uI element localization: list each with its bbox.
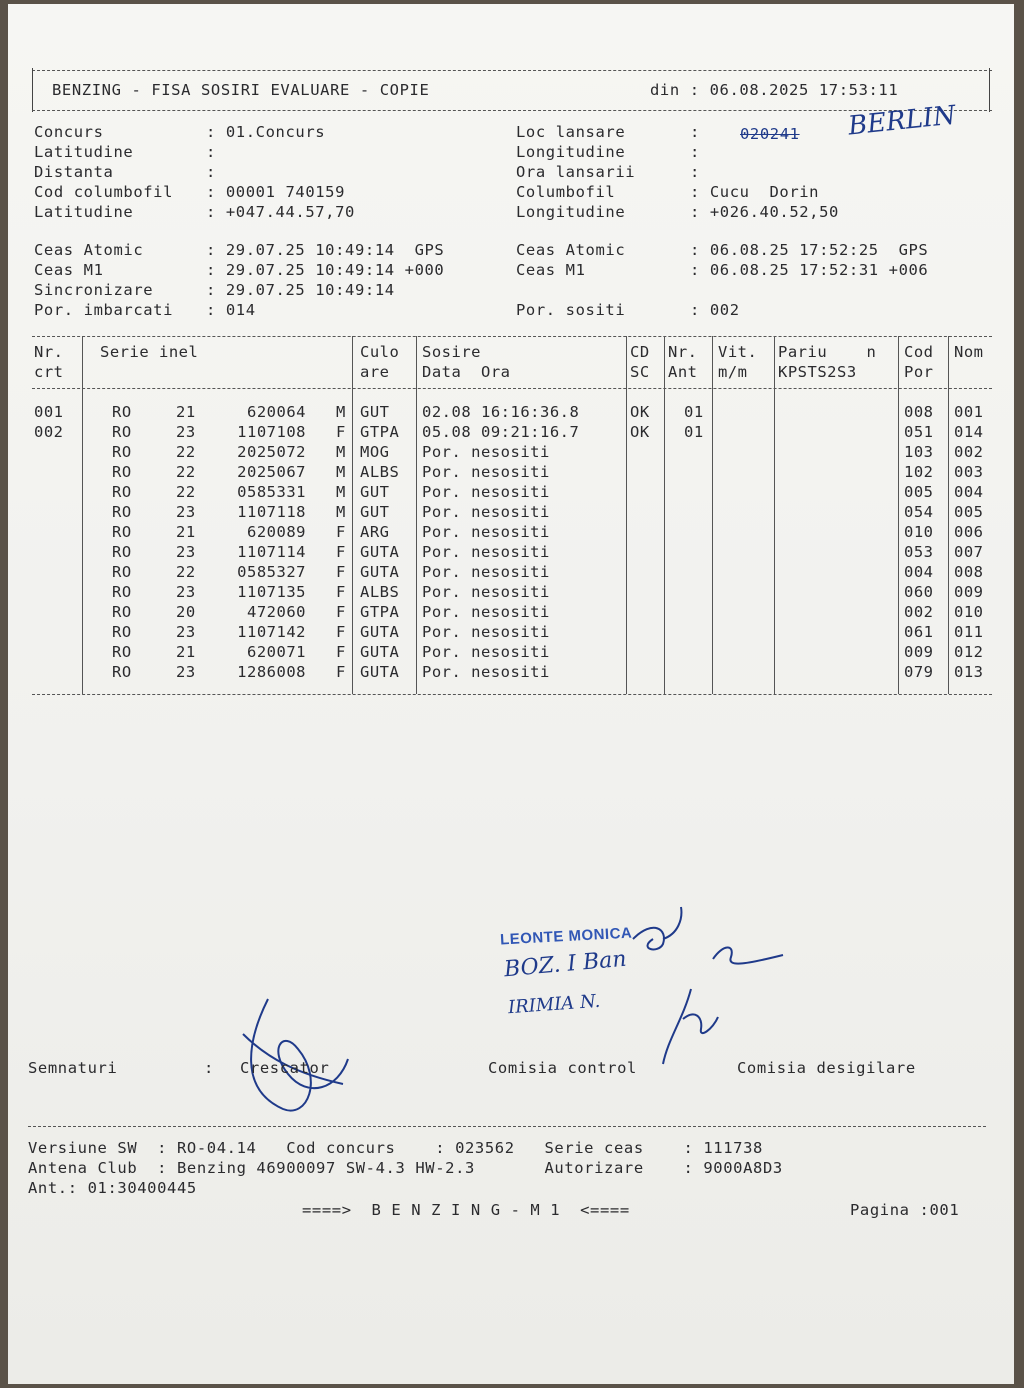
table-cell-culoare: GUTA [360,623,400,641]
table-cell-tara: RO [112,583,132,601]
table-cell-tara: RO [112,523,132,541]
table-row [32,402,992,422]
table-row [32,502,992,522]
table-cell-inel: 0585331 [237,483,306,501]
table-cell-cod: 002 [904,603,934,621]
table-cell-cod: 060 [904,583,934,601]
table-cell-culoare: GUTA [360,643,400,661]
table-row [32,442,992,462]
table-cell-culoare: GTPA [360,603,400,621]
table-cell-tara: RO [112,463,132,481]
table-cell-tara: RO [112,503,132,521]
signatures-colon: : [204,1059,214,1077]
loc-lansare-struck: 020241 [740,125,800,143]
table-row [32,622,992,642]
table-cell-cod: 005 [904,483,934,501]
table-cell-sosire: Por. nesositi [422,523,550,541]
table-cell-nom: 007 [954,543,984,561]
table-cell-an: 23 [176,543,196,561]
table-cell-culoare: MOG [360,443,390,461]
table-header-cell: crt [34,363,64,381]
table-row [32,642,992,662]
info-label: Distanta [34,163,114,181]
table-cell-sosire: 02.08 16:16:36.8 [422,403,580,421]
info-label: Latitudine [34,203,134,221]
info-label: Ceas Atomic [34,241,144,259]
info-value: : +047.44.57,70 [206,203,355,221]
table-cell-tara: RO [112,663,132,681]
table-cell-cd: OK [630,403,650,421]
table-header-cell: KPSTS2S3 [778,363,857,381]
table-cell-nom: 012 [954,643,984,661]
info-label: Longitudine [516,143,626,161]
signatures-label: Semnaturi [28,1059,118,1077]
table-cell-inel: 1107135 [237,583,306,601]
table-cell-nom: 003 [954,463,984,481]
info-value: : [690,123,700,141]
table-cell-inel: 1107118 [237,503,306,521]
table-header-cell: Serie inel [100,343,199,361]
table-cell-sosire: Por. nesositi [422,543,550,561]
table-cell-nom: 008 [954,563,984,581]
table-cell-nom: 002 [954,443,984,461]
table-cell-sosire: Por. nesositi [422,623,550,641]
table-cell-inel: 620089 [247,523,306,541]
table-cell-sosire: Por. nesositi [422,563,550,581]
table-cell-inel: 2025067 [237,463,306,481]
crescator-signature [228,979,368,1119]
table-cell-sosire: Por. nesositi [422,583,550,601]
table-cell-tara: RO [112,623,132,641]
table-cell-cod: 054 [904,503,934,521]
table-header-cell: Sosire [422,343,481,361]
table-cell-sex: F [336,543,346,561]
table-cell-tara: RO [112,543,132,561]
info-label: Ora lansarii [516,163,636,181]
info-value: : 29.07.25 10:49:14 GPS [206,241,445,259]
table-cell-ant: 01 [684,423,704,441]
info-value: : 01.Concurs [206,123,326,141]
info-value: : 29.07.25 10:49:14 +000 [206,261,445,279]
table-cell-an: 21 [176,523,196,541]
info-label: Longitudine [516,203,626,221]
footer-antena: Antena Club : Benzing 46900097 SW-4.3 HW-2.3 Autorizare : 9000A8D3 [28,1159,783,1177]
table-cell-sex: F [336,563,346,581]
table-row [32,562,992,582]
table-header-cell: CD [630,343,650,361]
table-header-rule [32,388,992,389]
table-header-cell: Nr. [668,343,698,361]
table-row [32,462,992,482]
table-header-cell: m/m [718,363,748,381]
info-label: Cod columbofil [34,183,174,201]
footer-pagina: Pagina :001 [850,1201,960,1219]
info-label: Latitudine [34,143,134,161]
table-cell-inel: 1107108 [237,423,306,441]
info-value: : Cucu Dorin [690,183,820,201]
table-row [32,422,992,442]
table-cell-inel: 1107142 [237,623,306,641]
table-cell-sosire: Por. nesositi [422,663,550,681]
info-value: : 002 [690,301,740,319]
table-cell-sex: F [336,603,346,621]
table-cell-an: 22 [176,563,196,581]
table-cell-sosire: 05.08 09:21:16.7 [422,423,580,441]
table-cell-sex: F [336,583,346,601]
footer-rule [28,1126,986,1127]
signature-crescator: Crescator [240,1059,330,1077]
form-title: BENZING - FISA SOSIRI EVALUARE - COPIE [52,81,430,99]
table-cell-nr: 001 [34,403,64,421]
table-cell-cod: 053 [904,543,934,561]
info-value: : 06.08.25 17:52:25 GPS [690,241,929,259]
table-cell-sosire: Por. nesositi [422,463,550,481]
info-value: : [690,143,700,161]
info-value: : 06.08.25 17:52:31 +006 [690,261,929,279]
table-cell-cod: 004 [904,563,934,581]
table-cell-sex: F [336,663,346,681]
info-label: Ceas Atomic [516,241,626,259]
table-cell-cd: OK [630,423,650,441]
info-label: Sincronizare [34,281,154,299]
table-cell-nom: 001 [954,403,984,421]
table-cell-sex: M [336,483,346,501]
table-cell-an: 22 [176,483,196,501]
table-cell-culoare: GUT [360,483,390,501]
table-header-cell: Por [904,363,934,381]
info-label: Ceas M1 [516,261,586,279]
info-value: : 29.07.25 10:49:14 [206,281,395,299]
table-bottom-rule [32,694,992,695]
footer-brand: ====> B E N Z I N G - M 1 <==== [302,1201,630,1219]
table-header-cell: Culo [360,343,400,361]
table-top-rule [32,336,992,337]
table-cell-inel: 0585327 [237,563,306,581]
table-header-cell: Cod [904,343,934,361]
table-cell-culoare: GUT [360,503,390,521]
table-cell-sex: M [336,463,346,481]
table-cell-cod: 103 [904,443,934,461]
table-cell-sosire: Por. nesositi [422,603,550,621]
table-row [32,522,992,542]
table-cell-culoare: GUTA [360,563,400,581]
handwritten-name-2: IRIMIA N. [507,990,601,1019]
table-cell-culoare: ARG [360,523,390,541]
table-cell-inel: 1107114 [237,543,306,561]
print-date: din : 06.08.2025 17:53:11 [650,81,899,99]
table-cell-nr: 002 [34,423,64,441]
table-cell-an: 23 [176,663,196,681]
table-cell-cod: 102 [904,463,934,481]
table-cell-nom: 013 [954,663,984,681]
table-row [32,662,992,682]
table-cell-culoare: GUTA [360,543,400,561]
table-cell-an: 21 [176,403,196,421]
table-cell-sex: M [336,503,346,521]
signature-comisia-desigilare: Comisia desigilare [737,1059,916,1077]
info-label: Concurs [34,123,104,141]
table-cell-tara: RO [112,483,132,501]
table-cell-cod: 061 [904,623,934,641]
table-row [32,482,992,502]
table-cell-nom: 011 [954,623,984,641]
table-cell-inel: 620064 [247,403,306,421]
printed-form [8,4,1014,1384]
table-cell-tara: RO [112,443,132,461]
table-cell-ant: 01 [684,403,704,421]
table-cell-inel: 620071 [247,643,306,661]
table-cell-cod: 009 [904,643,934,661]
table-cell-sex: M [336,403,346,421]
table-header-cell: Ant [668,363,698,381]
table-cell-tara: RO [112,603,132,621]
table-cell-an: 23 [176,423,196,441]
table-row [32,602,992,622]
signature-comisia-control: Comisia control [488,1059,637,1077]
table-cell-cod: 010 [904,523,934,541]
table-cell-culoare: ALBS [360,583,400,601]
table-row [32,582,992,602]
table-cell-an: 20 [176,603,196,621]
info-label: Por. sositi [516,301,626,319]
footer-versiune: Versiune SW : RO-04.14 Cod concurs : 023562 Serie ceas : 111738 [28,1139,763,1157]
table-cell-an: 23 [176,503,196,521]
table-cell-nom: 009 [954,583,984,601]
table-cell-cod: 051 [904,423,934,441]
footer-ant: Ant.: 01:30400445 [28,1179,197,1197]
info-value: : 014 [206,301,256,319]
table-cell-culoare: GTPA [360,423,400,441]
table-cell-an: 21 [176,643,196,661]
info-label: Loc lansare [516,123,626,141]
table-cell-sosire: Por. nesositi [422,443,550,461]
table-cell-culoare: GUT [360,403,390,421]
table-header-cell: Nom [954,343,984,361]
table-cell-an: 22 [176,443,196,461]
table-cell-nom: 005 [954,503,984,521]
info-value: : [206,143,216,161]
table-cell-inel: 1286008 [237,663,306,681]
table-cell-culoare: ALBS [360,463,400,481]
table-cell-sosire: Por. nesositi [422,643,550,661]
info-label: Ceas M1 [34,261,104,279]
table-cell-an: 22 [176,463,196,481]
table-cell-nom: 010 [954,603,984,621]
table-cell-inel: 2025072 [237,443,306,461]
table-header-cell: Vit. [718,343,758,361]
table-cell-tara: RO [112,563,132,581]
info-value: : +026.40.52,50 [690,203,839,221]
handwritten-name-1: BOZ. I Ban [503,946,628,983]
table-cell-an: 23 [176,583,196,601]
table-cell-cod: 079 [904,663,934,681]
table-cell-sosire: Por. nesositi [422,503,550,521]
loc-lansare-handwritten: BERLIN [846,100,958,142]
control-signatures [623,899,803,1069]
table-cell-an: 23 [176,623,196,641]
info-value: : [690,163,700,181]
info-label: Columbofil [516,183,616,201]
table-cell-tara: RO [112,403,132,421]
table-cell-tara: RO [112,423,132,441]
table-cell-sex: F [336,523,346,541]
table-cell-sex: F [336,643,346,661]
table-cell-sosire: Por. nesositi [422,483,550,501]
stamp-name: LEONTE MONICA [499,924,633,949]
table-cell-sex: F [336,623,346,641]
table-header-cell: Data Ora [422,363,511,381]
table-cell-inel: 472060 [247,603,306,621]
info-label: Por. imbarcati [34,301,174,319]
table-row [32,542,992,562]
table-cell-sex: F [336,423,346,441]
table-cell-nom: 006 [954,523,984,541]
info-value: : 00001 740159 [206,183,346,201]
table-header-cell: are [360,363,390,381]
results-table [32,336,992,698]
table-cell-cod: 008 [904,403,934,421]
table-cell-nom: 014 [954,423,984,441]
info-value: : [206,163,216,181]
table-header-cell: Nr. [34,343,64,361]
table-header-cell: SC [630,363,650,381]
table-cell-sex: M [336,443,346,461]
table-header-cell: Pariu n [778,343,877,361]
table-cell-tara: RO [112,643,132,661]
table-cell-culoare: GUTA [360,663,400,681]
table-cell-nom: 004 [954,483,984,501]
